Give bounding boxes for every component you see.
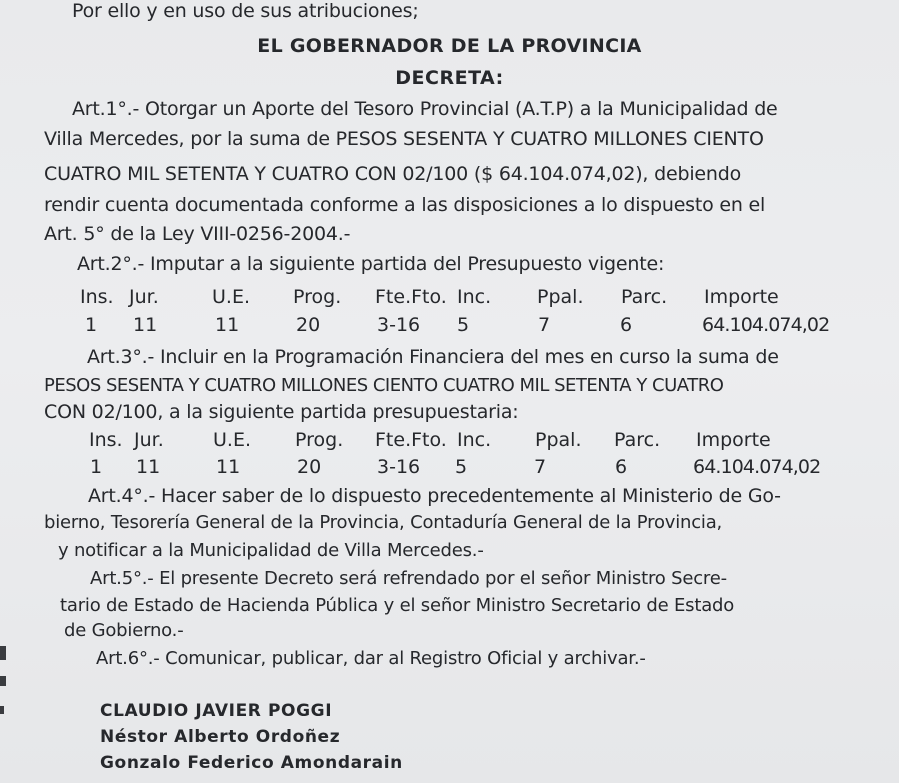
table-header: U.E.	[213, 429, 251, 451]
art1-line: Art.1°.- Otorgar un Aporte del Tesoro Provincial (A.T.P) a la Municipalidad de	[72, 98, 778, 120]
binding-edge-mark	[0, 706, 4, 714]
table-cell: 11	[133, 314, 158, 336]
binding-edge-mark	[0, 646, 6, 660]
binding-edge-mark	[0, 676, 6, 686]
art4-line: bierno, Tesorería General de la Provincia, Contaduría General de la Provincia,	[44, 512, 723, 533]
table-header: Ins.	[80, 286, 114, 308]
table-cell: 1	[90, 456, 103, 478]
art3-line: CON 02/100, a la siguiente partida presupuestaria:	[44, 401, 519, 423]
art2-line: Art.2°.- Imputar a la siguiente partida del Presupuesto vigente:	[77, 253, 665, 275]
table-cell: 11	[136, 456, 161, 478]
table-header: Importe	[704, 286, 779, 308]
intro-line: Por ello y en uso de sus atribuciones;	[72, 0, 419, 22]
table-cell: 3-16	[377, 456, 421, 478]
table-cell: 11	[216, 456, 241, 478]
art5-line: tario de Estado de Hacienda Pública y el señor Ministro Secretario de Estado	[60, 595, 735, 616]
table-header: U.E.	[212, 286, 250, 308]
table-cell: 20	[296, 314, 321, 336]
table-header: Prog.	[295, 429, 344, 451]
table-cell: 5	[455, 456, 468, 478]
table-cell: 1	[85, 314, 98, 336]
table-header: Fte.Fto.	[375, 429, 447, 451]
table-header: Importe	[696, 429, 771, 451]
table-cell: 7	[538, 314, 551, 336]
table-header: Inc.	[457, 286, 492, 308]
art4-line: y notificar a la Municipalidad de Villa Mercedes.-	[58, 540, 484, 561]
art3-line: Art.3°.- Incluir en la Programación Financiera del mes en curso la suma de	[87, 346, 779, 368]
art6-line: Art.6°.- Comunicar, publicar, dar al Registro Oficial y archivar.-	[96, 648, 646, 669]
art5-line: Art.5°.- El presente Decreto será refrendado por el señor Ministro Secre-	[90, 568, 727, 589]
table-header: Parc.	[614, 429, 661, 451]
table-cell: 6	[615, 456, 628, 478]
table-cell: 64.104.074,02	[702, 314, 830, 336]
table-header: Prog.	[293, 286, 342, 308]
art4-line: Art.4°.- Hacer saber de lo dispuesto precedentemente al Ministerio de Go-	[88, 485, 781, 507]
art3-line: PESOS SESENTA Y CUATRO MILLONES CIENTO CUATRO MIL SETENTA Y CUATRO	[44, 375, 724, 396]
table-header: Jur.	[134, 429, 164, 451]
table-cell: 5	[457, 314, 470, 336]
table-cell: 20	[297, 456, 322, 478]
table-header: Parc.	[621, 286, 668, 308]
signatory-name: CLAUDIO JAVIER POGGI	[100, 701, 333, 721]
table-cell: 3-16	[377, 314, 421, 336]
art1-line: CUATRO MIL SETENTA Y CUATRO CON 02/100 ($ 64.104.074,02), debiendo	[44, 163, 742, 185]
issuer-heading: EL GOBERNADOR DE LA PROVINCIA	[257, 35, 642, 57]
art1-line: Villa Mercedes, por la suma de PESOS SESENTA Y CUATRO MILLONES CIENTO	[44, 128, 764, 150]
table-header: Jur.	[129, 286, 159, 308]
table-header: Ins.	[89, 429, 123, 451]
table-header: Ppal.	[535, 429, 582, 451]
table-header: Fte.Fto.	[375, 286, 447, 308]
art1-line: rendir cuenta documentada conforme a las disposiciones a lo dispuesto en el	[44, 194, 766, 216]
art5-line: de Gobierno.-	[64, 620, 184, 641]
signatory-name: Gonzalo Federico Amondarain	[100, 753, 403, 773]
signatory-name: Néstor Alberto Ordoñez	[100, 727, 341, 747]
table-cell: 6	[620, 314, 633, 336]
table-header: Ppal.	[537, 286, 584, 308]
art1-line: Art. 5° de la Ley VIII-0256-2004.-	[44, 223, 351, 245]
table-cell: 64.104.074,02	[693, 456, 821, 478]
table-header: Inc.	[457, 429, 492, 451]
table-cell: 7	[534, 456, 547, 478]
decree-heading: DECRETA:	[395, 67, 504, 89]
table-cell: 11	[215, 314, 240, 336]
